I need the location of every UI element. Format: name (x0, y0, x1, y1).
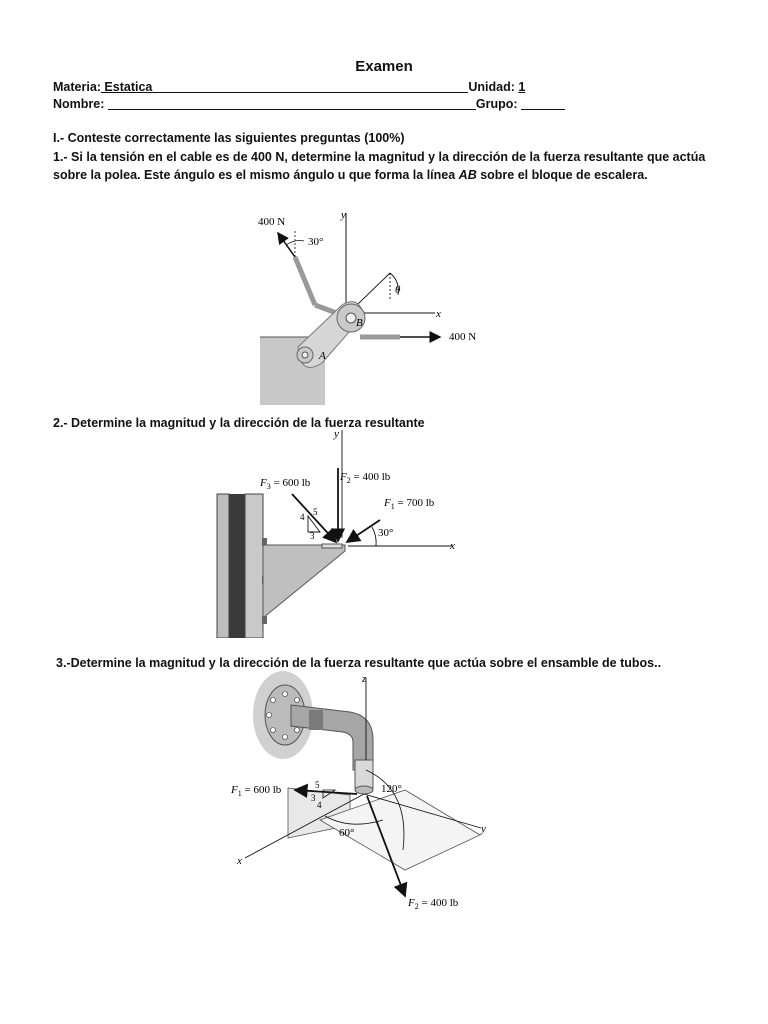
label-x: x (436, 308, 441, 320)
materia-label: Materia: (53, 80, 101, 94)
label-60deg: 60° (339, 827, 355, 839)
label-z: z (362, 673, 367, 685)
label-400n-top: 400 N (258, 216, 286, 228)
nombre-line (53, 97, 565, 111)
label-400n-right: 400 N (449, 331, 477, 343)
label-f3: $F_3 = 600$ lb (260, 477, 311, 491)
unidad-value: 1 (518, 80, 526, 94)
materia-value: Estatica (100, 80, 153, 94)
label-f2: $F_2 = 400$ lb (408, 897, 459, 911)
label-a: A (319, 350, 326, 362)
label-tri-5: 5 (313, 507, 318, 517)
force-f1-arrow (347, 520, 380, 542)
label-f1: $F_1 = 600$ lb (231, 784, 282, 798)
label-y: y (481, 823, 486, 835)
label-tri-5: 5 (315, 780, 320, 790)
label-120deg: 120° (381, 783, 402, 795)
section-heading: I.- Conteste correctamente las siguientes preguntas (100%) (53, 131, 405, 145)
question-3: 3.-Determine la magnitud y la dirección de la fuerza resultante que actúa sobre el ensamble de tubos.. (56, 656, 662, 670)
question-1 (53, 148, 713, 184)
unidad-label: Unidad: (468, 80, 515, 94)
pipe-vertical (355, 760, 373, 788)
grupo-blank (521, 97, 565, 110)
label-f2: $F_2 = 400$ lb (340, 471, 391, 485)
figure-bracket (200, 428, 480, 638)
label-tri-4: 4 (300, 512, 305, 522)
materia-line (53, 80, 525, 94)
figure-pipe-assembly (225, 670, 515, 915)
question-1-text-a: 1.- Si la tensión en el cable es de 400 N, determine la magnitud y la dirección de la fuerza resultante que actúa sobre la polea. Este ángulo es el mismo ángulo u que forma la línea (53, 150, 706, 182)
label-theta: θ (395, 284, 401, 296)
label-f1: $F_1 = 700$ lb (384, 497, 435, 511)
bracket-plate (263, 545, 345, 618)
materia-blank (152, 80, 468, 93)
figure-pulley (200, 205, 520, 405)
grupo-label: Grupo: (475, 97, 518, 111)
question-1-emphasis: AB (458, 168, 477, 182)
label-x: x (450, 540, 455, 552)
label-30deg: 30° (308, 236, 324, 248)
question-2: 2.- Determine la magnitud y la dirección de la fuerza resultante (53, 416, 425, 430)
nombre-label: Nombre: (53, 97, 105, 111)
nombre-blank (108, 97, 476, 110)
column-flange-left (217, 494, 229, 638)
column-web (229, 494, 245, 638)
column-flange-right (245, 494, 263, 638)
label-x: x (237, 855, 242, 867)
exam-title: Examen (355, 58, 413, 75)
label-tri-3: 3 (310, 531, 315, 541)
label-y: y (341, 209, 346, 221)
cable-top (295, 257, 315, 305)
label-30deg: 30° (378, 527, 394, 539)
question-1-text-b: sobre el bloque de escalera. (476, 168, 648, 182)
label-tri-4: 4 (317, 800, 322, 810)
label-tri-3: 3 (311, 793, 316, 803)
label-b: B (356, 317, 363, 329)
label-y: y (334, 428, 339, 440)
